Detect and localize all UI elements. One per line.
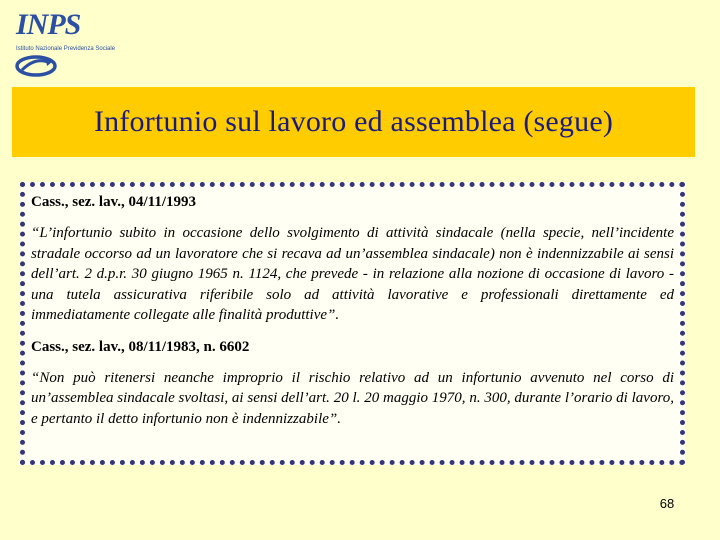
case-heading: Cass., sez. lav., 04/11/1993	[31, 194, 197, 210]
page-number: 68	[659, 496, 675, 511]
inps-emblem-icon	[14, 54, 58, 78]
logo-name: INPS	[16, 8, 81, 41]
inps-logo	[10, 8, 130, 78]
logo-subtitle: Istituto Nazionale Previdenza Sociale	[16, 46, 116, 52]
case-heading: Cass., sez. lav., 08/11/1983, n. 6602	[31, 338, 250, 355]
slide-title: Infortunio sul lavoro ed assemblea (segue)	[93, 105, 614, 138]
title-bar	[12, 87, 695, 157]
case-quote: “Non può ritenersi neanche improprio il rischio relativo ad un infortunio avvenuto nel corso di un’assemblea sindacale svoltasi, ai sensi dell’art. 20 l. 20 maggio 1970, n. 300, durante l’orario di lavoro, e pertanto il detto infortunio non è indennizzabile”.	[31, 369, 674, 427]
case-quote: “L’infortunio subito in occasione dello svolgimento di attività sindacale (nella specie, nell’incidente stradale occorso ad un lavoratore che si recava ad un’assemblea sindacale) non è indennizzabile ai sensi dell’art. 2 d.p.r. 30 giugno 1965 n. 1124, che prevede - in relazione alla nozione di occasione di lavoro - una tutela assicurativa riferibile solo ad attività lavorative e professionali direttamente ed immediatamente collegate alle finalità produttive”.	[31, 225, 674, 323]
content-box	[20, 182, 685, 465]
